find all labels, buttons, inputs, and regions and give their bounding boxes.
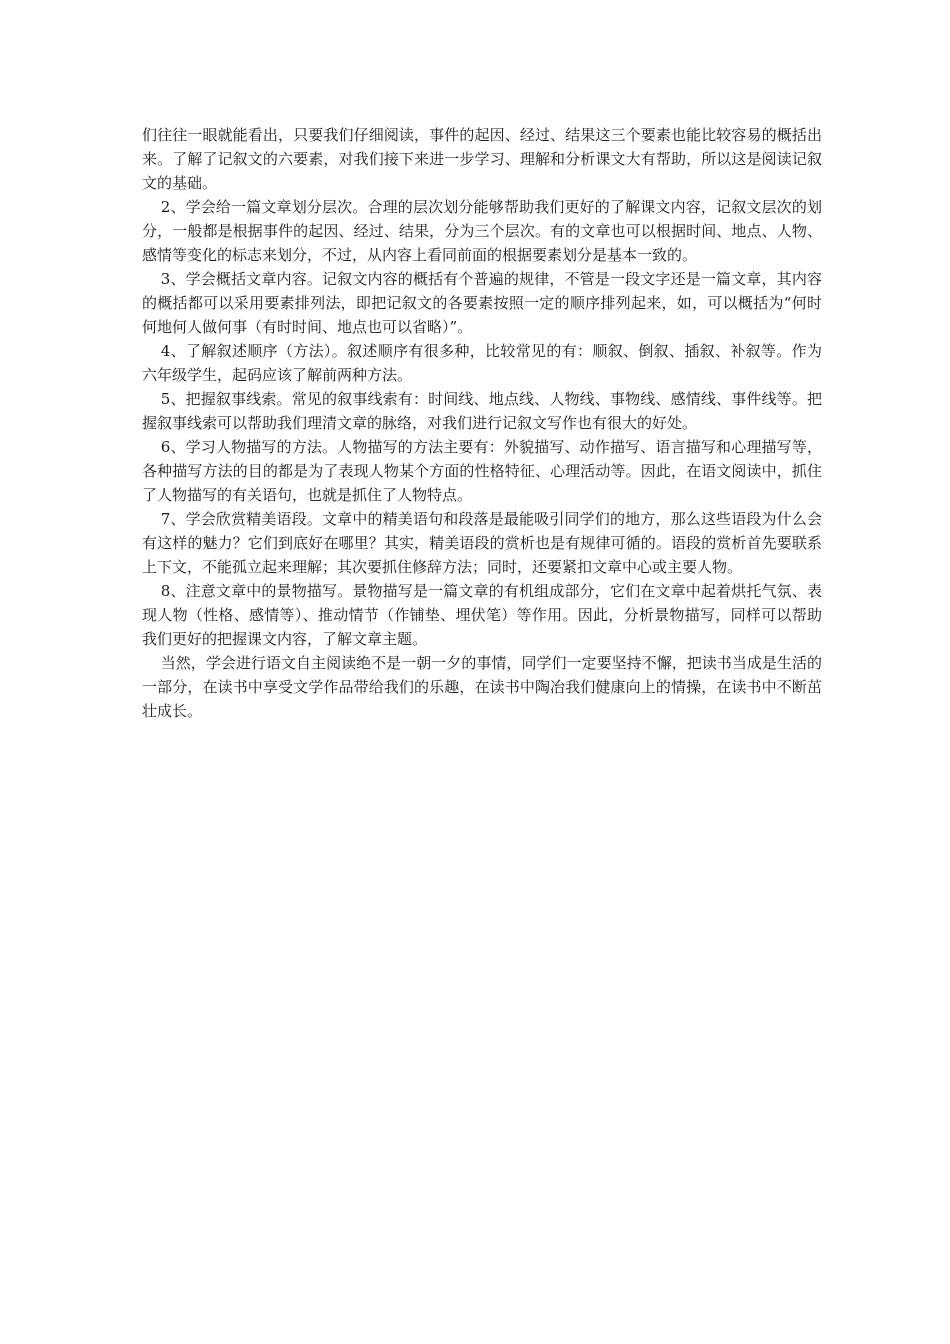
paragraph-item-4: 4、了解叙述顺序（方法）。叙述顺序有很多种，比较常见的有：顺叙、倒叙、插叙、补叙等。作为六年级学生，起码应该了解前两种方法。 (142, 342, 822, 384)
paragraph-continuation: 们往往一眼就能看出，只要我们仔细阅读，事件的起因、经过、结果这三个要素也能比较容易的概括出来。了解了记叙文的六要素，对我们接下来进一步学习、理解和分析课文大有帮助，所以这是阅读记叙文的基础。 (142, 126, 822, 192)
paragraph-item-2: 2、学会给一篇文章划分层次。合理的层次划分能够帮助我们更好的了解课文内容，记叙文层次的划分，一般都是根据事件的起因、经过、结果，分为三个层次。有的文章也可以根据时间、地点、人物、感情等变化的标志来划分，不过，从内容上看同前面的根据要素划分是基本一致的。 (142, 198, 822, 264)
paragraph-item-3: 3、学会概括文章内容。记叙文内容的概括有个普遍的规律，不管是一段文字还是一篇文章，其内容的概括都可以采用要素排列法，即把记叙文的各要素按照一定的顺序排列起来，如，可以概括为“何时何地何人做何事（有时时间、地点也可以省略）”。 (142, 270, 822, 336)
paragraph-conclusion: 当然，学会进行语文自主阅读绝不是一朝一夕的事情，同学们一定要坚持不懈，把读书当成是生活的一部分，在读书中享受文学作品带给我们的乐趣，在读书中陶冶我们健康向上的情操，在读书中不断茁壮成长。 (142, 654, 822, 720)
paragraph-item-8: 8、注意文章中的景物描写。景物描写是一篇文章的有机组成部分，它们在文章中起着烘托气氛、表现人物（性格、感情等）、推动情节（作铺垫、埋伏笔）等作用。因此，分析景物描写，同样可以帮助我们更好的把握课文内容，了解文章主题。 (142, 582, 822, 648)
document-body (142, 123, 822, 723)
paragraph-item-7: 7、学会欣赏精美语段。文章中的精美语句和段落是最能吸引同学们的地方，那么这些语段为什么会有这样的魅力？它们到底好在哪里？其实，精美语段的赏析也是有规律可循的。语段的赏析首先要联系上下文，不能孤立起来理解；其次要抓住修辞方法；同时，还要紧扣文章中心或主要人物。 (142, 510, 822, 576)
paragraph-item-5: 5、把握叙事线索。常见的叙事线索有：时间线、地点线、人物线、事物线、感情线、事件线等。把握叙事线索可以帮助我们理清文章的脉络，对我们进行记叙文写作也有很大的好处。 (142, 390, 822, 432)
paragraph-item-6: 6、学习人物描写的方法。人物描写的方法主要有：外貌描写、动作描写、语言描写和心理描写等，各种描写方法的目的都是为了表现人物某个方面的性格特征、心理活动等。因此，在语文阅读中，抓住了人物描写的有关语句，也就是抓住了人物特点。 (142, 438, 822, 504)
